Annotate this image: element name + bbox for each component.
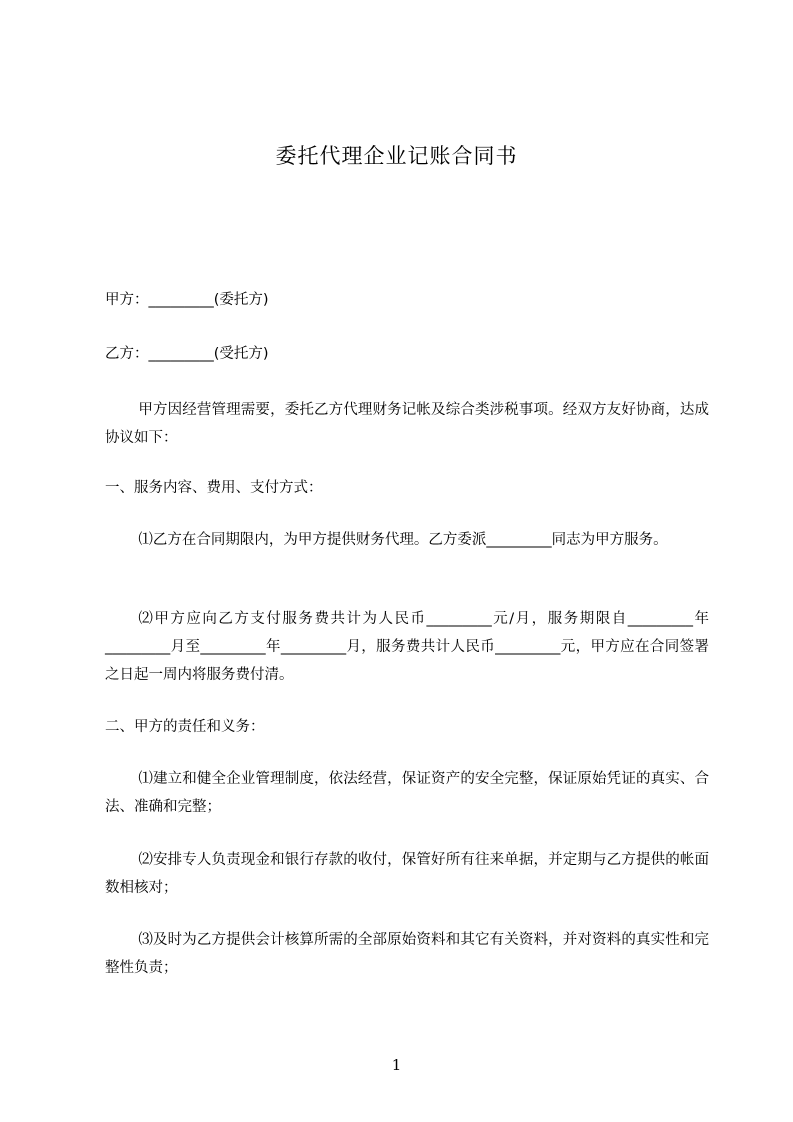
party-b-line: 乙方：_________(受托方) [105, 346, 269, 362]
section2-item1: ⑴建立和健全企业管理制度，依法经营，保证资产的安全完整，保证原始凭证的真实、合法、准确和完整； [105, 771, 709, 815]
party-a-line: 甲方：_________(委托方) [105, 292, 269, 308]
section2-item2: ⑵安排专人负责现金和银行存款的收付，保管好所有往来单据，并定期与乙方提供的帐面数相核对； [105, 852, 709, 896]
section1-heading: 一、服务内容、费用、支付方式： [105, 480, 323, 496]
document-title: 委托代理企业记账合同书 [275, 144, 518, 168]
section2-item3: ⑶及时为乙方提供会计核算所需的全部原始资料和其它有关资料，并对资料的真实性和完整性负责； [105, 932, 709, 976]
page-number: 1 [391, 1056, 402, 1074]
intro-paragraph: 甲方因经营管理需要，委托乙方代理财务记帐及综合类涉税事项。经双方友好协商，达成协议如下： [105, 402, 709, 446]
section2-heading: 二、甲方的责任和义务： [105, 719, 265, 735]
section1-item1: ⑴乙方在合同期限内，为甲方提供财务代理。乙方委派_________同志为甲方服务。 [138, 532, 668, 548]
section1-item2: ⑵甲方应向乙方支付服务费共计为人民币_________元/月，服务期限自_________年_________月至_________年_________月，服务费共计人民币_________元，甲方应在合同签署之日起一周内将服务费付清。 [105, 611, 709, 683]
